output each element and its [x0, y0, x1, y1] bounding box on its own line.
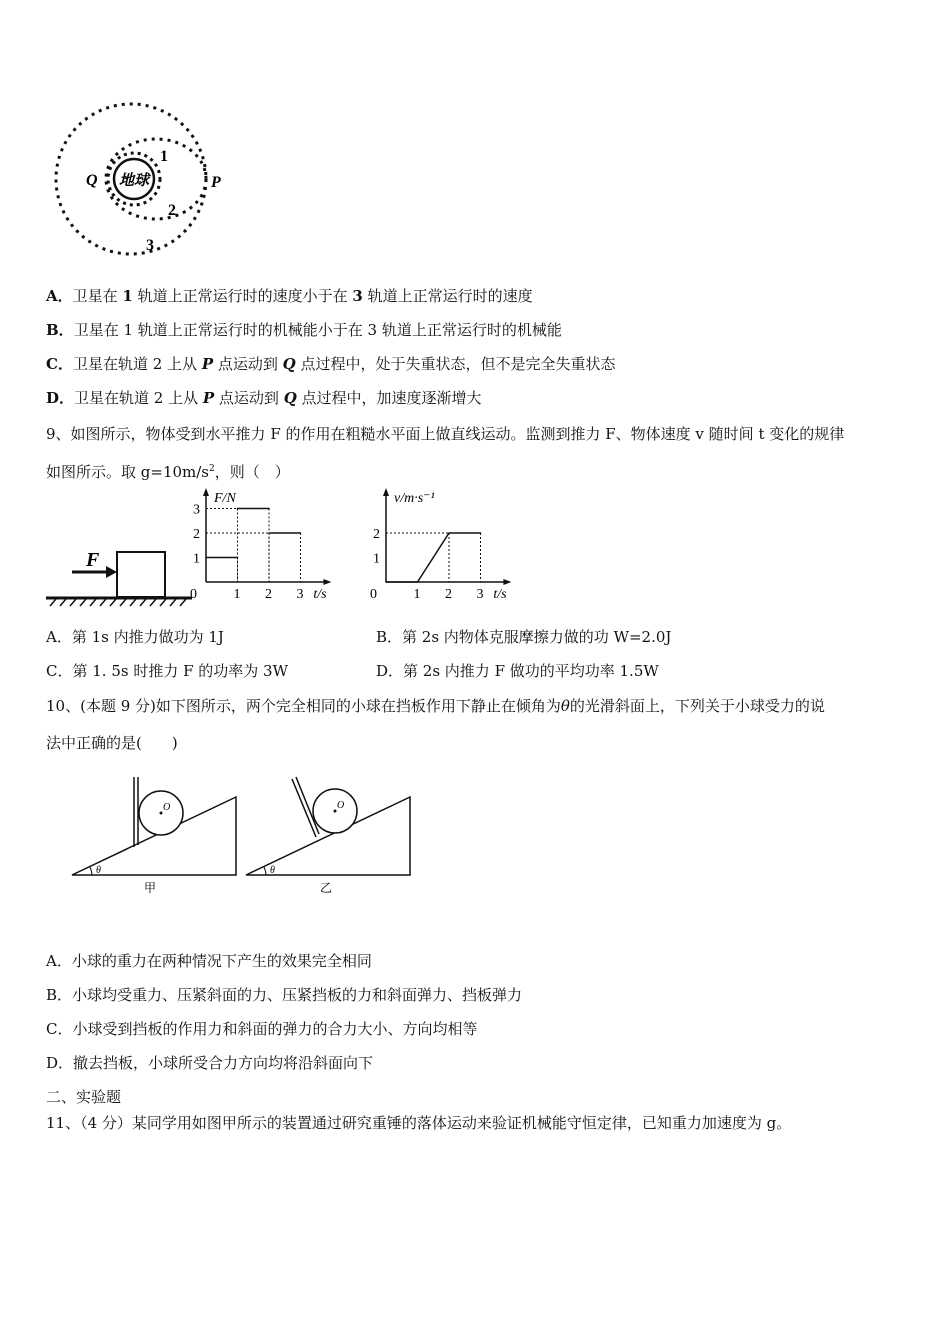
figure-jia-label: 甲 — [144, 881, 157, 895]
incline-figure-jia — [68, 775, 243, 897]
ft-chart-x-tick-label: 1 — [233, 587, 241, 602]
ft-chart-x-label: t/s — [313, 587, 327, 602]
incline-figure-yi — [242, 775, 417, 897]
force-label: F — [86, 549, 100, 571]
ft-chart-y-label: F/N — [214, 491, 236, 506]
vt-chart-x-tick-label: 0 — [370, 587, 377, 602]
force-arrow-head — [106, 566, 117, 578]
orbit-2-label: 2 — [168, 202, 176, 219]
ft-chart-x-tick-label: 3 — [296, 587, 304, 602]
vt-chart-x-tick-label: 3 — [476, 587, 484, 602]
orbit-3-label: 3 — [146, 237, 154, 254]
vt-chart-data-point — [417, 581, 419, 583]
vt-chart-y-label: v/m·s⁻¹ — [394, 491, 435, 506]
ft-chart-y-tick-label: 3 — [193, 502, 200, 518]
q8-option-d: D．卫星在轨道 2 上从 P 点运动到 Q 点过程中，加速度逐渐增大 — [46, 389, 482, 407]
q11-stem: 11、（4 分）某同学用如图甲所示的装置通过研究重锤的落体运动来验证机械能守恒定律，已知重力加速度为 g。 — [46, 1114, 792, 1132]
vt-chart-data-point — [385, 581, 387, 583]
section-heading: 二、实验题 — [46, 1088, 122, 1106]
q10-option-b: B．小球均受重力、压紧斜面的力、压紧挡板的力和斜面弹力、挡板弹力 — [46, 986, 523, 1004]
q9-option-c: C．第 1. 5s 时推力 F 的功率为 3W — [46, 662, 289, 680]
force-time-chart — [186, 486, 346, 608]
ft-chart-data-point — [300, 532, 302, 534]
ft-chart-y-tick-label: 2 — [193, 527, 200, 542]
point-p-label: P — [211, 174, 221, 191]
earth-label: 地球 — [118, 173, 150, 189]
q9-option-a: A．第 1s 内推力做功为 1J — [46, 628, 224, 646]
q10-option-d: D．撤去挡板，小球所受合力方向均将沿斜面向下 — [46, 1054, 374, 1072]
ground-hatch — [50, 599, 186, 606]
ft-chart-data-point — [205, 557, 207, 559]
point-q-label: Q — [86, 172, 98, 189]
ft-chart-x-arrow — [323, 579, 331, 585]
vt-chart-data-point — [448, 532, 450, 534]
vt-chart-x-label: t/s — [493, 587, 507, 602]
block — [117, 552, 165, 597]
ft-chart-x-tick-label: 0 — [190, 587, 197, 602]
ft-chart-data-point — [237, 557, 239, 559]
ball-jia-center-label: O — [163, 802, 171, 813]
vt-chart-data-point — [480, 532, 482, 534]
q9-option-b: B．第 2s 内物体克服摩擦力做的功 W=2.0J — [376, 628, 672, 646]
ft-chart-data-point — [237, 508, 239, 510]
vt-chart-series-segment — [418, 533, 450, 582]
ft-chart-data-point — [268, 532, 270, 534]
q8-option-b: B．卫星在 1 轨道上正常运行时的机械能小于在 3 轨道上正常运行时的机械能 — [46, 321, 562, 339]
q9-stem-line1: 9、如图所示，物体受到水平推力 F 的作用在粗糙水平面上做直线运动。监测到推力 F、物体速度 v 随时间 t 变化的规律 — [46, 425, 845, 443]
ft-chart-y-arrow — [203, 488, 209, 496]
vt-chart-y-tick-label: 2 — [373, 527, 380, 542]
angle-jia-label: θ — [96, 865, 101, 876]
velocity-time-chart — [366, 486, 528, 608]
angle-yi-label: θ — [270, 865, 275, 876]
q8-option-c: C．卫星在轨道 2 上从 P 点运动到 Q 点过程中，处于失重状态，但不是完全失重状态 — [46, 355, 616, 373]
q10-option-a: A．小球的重力在两种情况下产生的效果完全相同 — [46, 952, 372, 970]
vt-chart-y-tick-label: 1 — [373, 551, 380, 567]
vt-chart-x-tick-label: 1 — [413, 587, 421, 602]
q10-stem-line1: 10、(本题 9 分)如下图所示，两个完全相同的小球在挡板作用下静止在倾角为θ的光滑斜面上，下列关于小球受力的说 — [46, 697, 825, 715]
orbit-1-label: 1 — [160, 148, 168, 165]
vt-chart-y-arrow — [383, 488, 389, 496]
q10-stem-line2: 法中正确的是( ) — [46, 734, 178, 752]
orbit-figure — [46, 95, 226, 265]
ft-chart-x-tick-label: 2 — [265, 587, 272, 602]
vt-chart-x-tick-label: 2 — [445, 587, 452, 602]
figure-yi-label: 乙 — [320, 881, 333, 895]
ft-chart-data-point — [268, 508, 270, 510]
barrier-yi — [292, 779, 316, 837]
ft-chart-y-tick-label: 1 — [193, 551, 200, 567]
block-on-ground-figure — [46, 540, 194, 610]
q9-option-d: D．第 2s 内推力 F 做功的平均功率 1.5W — [376, 662, 659, 680]
vt-chart-x-arrow — [503, 579, 511, 585]
q8-option-a: A．卫星在 1 轨道上正常运行时的速度小于在 3 轨道上正常运行时的速度 — [46, 287, 533, 305]
q10-option-c: C．小球受到挡板的作用力和斜面的弹力的合力大小、方向均相等 — [46, 1020, 478, 1038]
ball-yi-center-label: O — [337, 800, 345, 811]
q9-stem-line2: 如图所示。取 $g=10m/s^2$，则（ ） — [46, 463, 290, 481]
